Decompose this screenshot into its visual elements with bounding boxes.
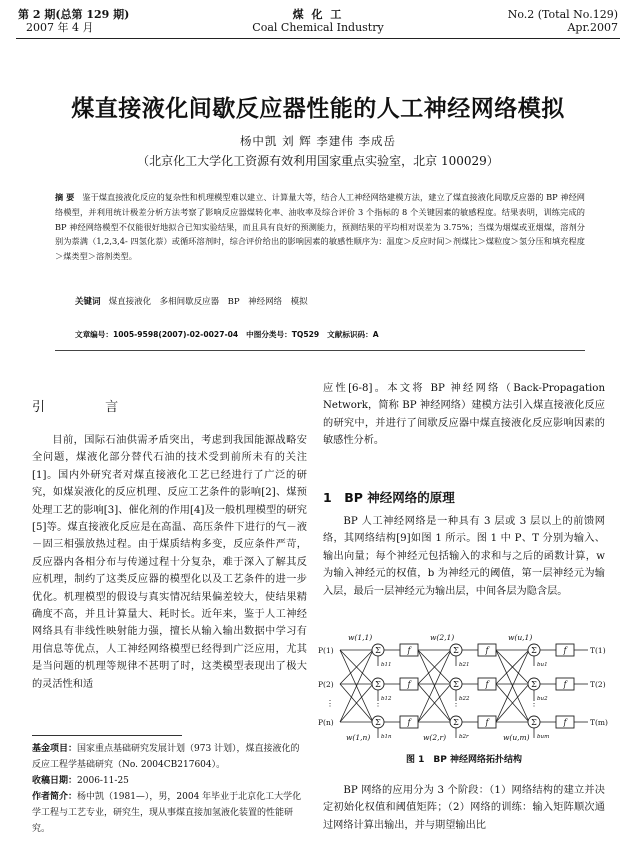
issue-date: 2007 年 4 月 bbox=[26, 21, 94, 34]
dots: ⋮ bbox=[326, 699, 334, 708]
journal-name-cn: 煤 化 工 bbox=[292, 8, 344, 21]
func-symbol: f bbox=[485, 680, 489, 689]
bias-label: b11 bbox=[381, 662, 392, 668]
affiliation: （北京化工大学化工资源有效利用国家重点实验室，北京 100029） bbox=[137, 154, 499, 168]
dots: ⋮ bbox=[530, 699, 538, 708]
func-symbol: f bbox=[485, 718, 489, 727]
sum-symbol: Σ bbox=[531, 680, 537, 689]
figure-caption: 图 1 BP 神经网络拓扑结构 bbox=[406, 755, 522, 765]
issue-number-en: No.2 (Total No.129) bbox=[507, 8, 618, 21]
bias-label: b2r bbox=[459, 734, 469, 740]
received-label: 收稿日期： bbox=[32, 776, 78, 786]
sum-symbol: Σ bbox=[531, 718, 537, 727]
dots: ⋮ bbox=[452, 699, 460, 708]
bias-label: b1n bbox=[381, 734, 392, 740]
abstract bbox=[55, 190, 585, 264]
intro-heading: 引 言 bbox=[32, 400, 147, 415]
dots: ⋮ bbox=[374, 699, 382, 708]
article-meta bbox=[75, 329, 379, 340]
keywords-label: 关键词 bbox=[75, 297, 101, 307]
bias-label: b12 bbox=[381, 696, 392, 702]
sum-symbol: Σ bbox=[453, 718, 459, 727]
author-label: 作者简介： bbox=[32, 792, 78, 802]
section1-paragraph-2: BP 网络的应用分为 3 个阶段：（1）网络结构的建立并决定初始化权值和阈值矩阵；（2）网络的训练：输入矩阵顺次通过网络计算出输出，并与期望输出比 bbox=[323, 785, 605, 831]
weight-label: w(u,m) bbox=[503, 733, 530, 742]
header-rule bbox=[16, 38, 620, 39]
clc-number: 中图分类号：TQ529 bbox=[246, 330, 320, 339]
weight-label: w(2,1) bbox=[430, 633, 455, 642]
input-label: P(n) bbox=[318, 718, 334, 727]
bp-network-figure bbox=[318, 632, 618, 747]
bias-label: bu1 bbox=[537, 662, 548, 668]
sum-symbol: Σ bbox=[375, 718, 381, 727]
sum-symbol: Σ bbox=[375, 646, 381, 655]
weight-label: w(u,1) bbox=[508, 633, 533, 642]
weight-label: w(1,n) bbox=[346, 733, 371, 742]
journal-issue-en bbox=[508, 8, 618, 34]
sum-symbol: Σ bbox=[375, 680, 381, 689]
author-list: 杨中凯 刘 辉 李建伟 李成岳 bbox=[239, 134, 397, 148]
author-note bbox=[32, 789, 307, 837]
func-symbol: f bbox=[563, 646, 567, 655]
footnotes bbox=[32, 741, 307, 837]
received-text: 2006-11-25 bbox=[77, 776, 129, 786]
bias-label: b21 bbox=[459, 662, 470, 668]
abstract-label: 摘 要 bbox=[55, 192, 75, 202]
fund-label: 基金项目： bbox=[32, 744, 78, 754]
article-title: 煤直接液化间歇反应器性能的人工神经网络模拟 bbox=[71, 96, 565, 122]
sum-symbol: Σ bbox=[453, 646, 459, 655]
keywords-text: 煤直接液化 多相间歇反应器 BP 神经网络 模拟 bbox=[108, 297, 308, 307]
journal-name-en: Coal Chemical Industry bbox=[252, 21, 384, 34]
func-symbol: f bbox=[563, 718, 567, 727]
weight-label: w(1,1) bbox=[348, 633, 373, 642]
section1-paragraph: BP 人工神经网络是一种具有 3 层或 3 层以上的前馈网络，其网络结构[9]如图 1 所示。图 1 中 P、T 分别为输入、输出向量；每个神经元包括输入的求和与之后的函数计算，w 为输入神经元的权值，b 为神经元的阈值，第一层神经元为输入层，最后一层神经元为输出层，中间各层为隐含层。 bbox=[323, 516, 605, 597]
weight-label: w(2,r) bbox=[423, 733, 447, 742]
document-code: 文献标识码：A bbox=[327, 330, 379, 339]
bias-label: bu2 bbox=[537, 696, 548, 702]
author-text: 杨中凯（1981—），男，2004 年毕业于北京化工大学化学工程与工艺专业，研究生，现从事煤直接加氢液化装置的性能研究。 bbox=[32, 792, 302, 834]
intro-paragraph: 目前，国际石油供需矛盾突出，考虑到我国能源战略安全问题，煤液化部分替代石油的技术受到前所未有的关注[1]。国内外研究者对煤直接液化工艺已经进行了广泛的研究，如煤炭液化的反应机理、反应工艺条件的影响[2]、煤预处理工艺的影响[3]、催化剂的作用[4]及一般机理模型的研究[5]等。煤直接液化反应是在高温、高压条件下进行的气－液－固三相强放热过程。由于煤质结构多变，反应条件严苛，反应器内各相分布与传递过程十分复杂，难于深入了解其反应机理，制约了这类反应器的模型化以及工艺条件的进一步优化。机理模型的假设与真实情况结果偏差较大，使结果精确度不高，并且计算量大、耗时长。近年来，鉴于人工神经网络具有非线性映射能力强，擅长从输入输出数据中学习有用信息等优点，人工神经网络模型已经得到广泛应用，尤其是当问题的机理等规律不甚明了时，这类模型表现出了极大的灵活性和适 bbox=[32, 435, 307, 690]
abstract-rule bbox=[55, 350, 585, 351]
footnote-rule bbox=[32, 735, 182, 736]
output-label: T(2) bbox=[590, 680, 606, 689]
output-label: T(1) bbox=[590, 646, 606, 655]
bias-label: bum bbox=[537, 734, 550, 740]
article-number: 文章编号：1005-9598(2007)-02-0027-04 bbox=[75, 330, 239, 339]
issue-number: 第 2 期(总第 129 期) bbox=[18, 8, 130, 21]
section1-heading: 1 BP 神经网络的原理 bbox=[323, 490, 455, 505]
fund-note bbox=[32, 741, 307, 773]
input-label: P(2) bbox=[318, 680, 334, 689]
func-symbol: f bbox=[407, 718, 411, 727]
keywords bbox=[75, 295, 308, 307]
func-symbol: f bbox=[485, 646, 489, 655]
received-note bbox=[32, 773, 307, 789]
func-symbol: f bbox=[563, 680, 567, 689]
input-label: P(1) bbox=[318, 646, 334, 655]
right-intro-paragraph: 应性[6-8]。本文将 BP 神经网络（Back-Propagation Network，简称 BP 神经网络）建模方法引入煤直接液化反应的研究中，并进行了间歇反应器中煤直接液化反应影响因素的敏感性分析。 bbox=[323, 383, 605, 447]
func-symbol: f bbox=[407, 646, 411, 655]
func-symbol: f bbox=[407, 680, 411, 689]
sum-symbol: Σ bbox=[453, 680, 459, 689]
fund-text: 国家重点基础研究发展计划（973 计划），煤直接液化的反应工程学基础研究（No. 2004CB217604）。 bbox=[32, 744, 300, 770]
sum-symbol: Σ bbox=[531, 646, 537, 655]
issue-date-en: Apr.2007 bbox=[567, 21, 618, 34]
bias-label: b22 bbox=[459, 696, 470, 702]
abstract-text: 鉴于煤直接液化反应的复杂性和机理模型难以建立、计算量大等，结合人工神经网络建模方法，建立了煤直接液化间歇反应器的 BP 神经网络模型，并利用统计极差分析方法考察了影响反应器煤转化率、油收率及综合评价 3 个指标的 8 个关键因素的敏感程度。结果表明，训练完成的 BP 神经网络模型不仅能很好地拟合已知实验结果，而且具有良好的预测能力，预测结果的平均相对误差为 3.75%；当煤为烟煤或亚烟煤，溶剂分别为萘满（1,2,3,4- 四氢化萘）或循环溶剂时，综合评价给出的影响因素的敏感性顺序为：温度＞反应时间＞剂煤比＞煤粒度＞氢分压和填充程度＞煤类型＞溶剂类型。 bbox=[55, 192, 585, 262]
output-label: T(m) bbox=[590, 718, 608, 727]
